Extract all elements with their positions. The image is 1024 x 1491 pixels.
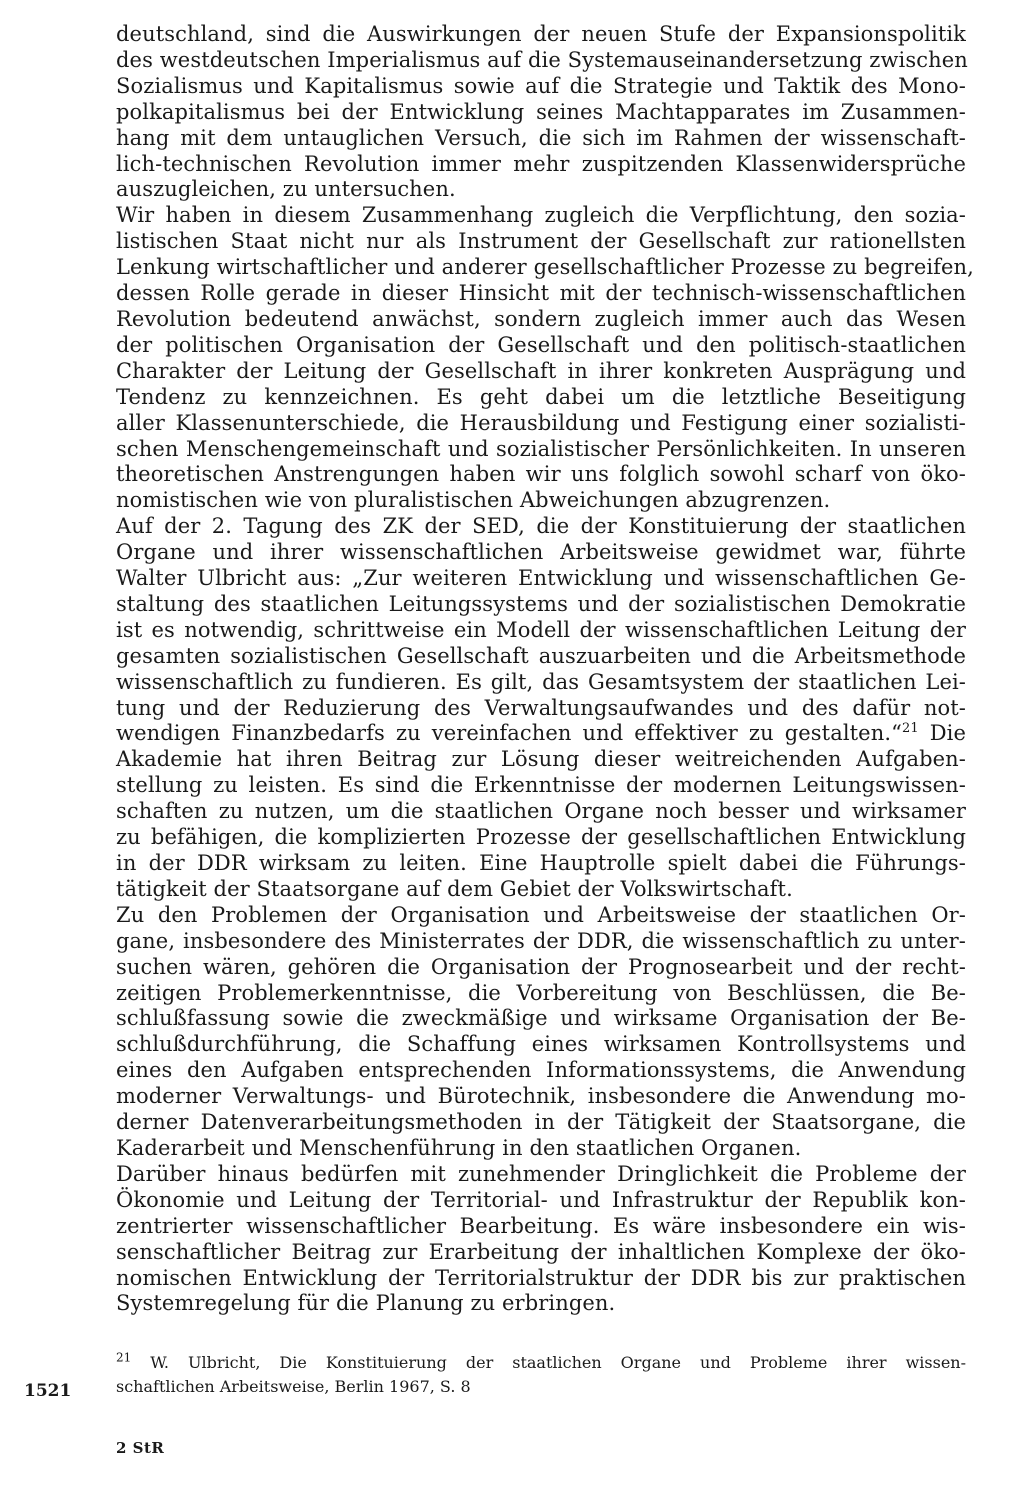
text-line: schaften zu nutzen, um die staatlichen Organe noch besser und wirksamer bbox=[116, 799, 966, 824]
text-line: schlußdurchführung, die Schaffung eines wirksamen Kontrollsystems und bbox=[116, 1032, 966, 1057]
text-line: Auf der 2. Tagung des ZK der SED, die der Konstituierung der staatlichen bbox=[116, 514, 966, 539]
text-line: zeitigen Problemerkenntnisse, die Vorbereitung von Beschlüssen, die Be- bbox=[116, 980, 966, 1005]
text-line: Charakter der Leitung der Gesellschaft in ihrer konkreten Ausprägung und bbox=[116, 358, 966, 383]
text-line: in der DDR wirksam zu leiten. Eine Hauptrolle spielt dabei die Führungs- bbox=[116, 851, 966, 875]
text-line: suchen wären, gehören die Organisation der Prognosearbeit und der recht- bbox=[116, 954, 966, 979]
text-line: derner Datenverarbeitungsmethoden in der Tätigkeit der Staatsorgane, die bbox=[116, 1110, 966, 1135]
text-line bbox=[116, 721, 966, 747]
text-line: gesamten sozialistischen Gesellschaft auszuarbeiten und die Arbeitsmethode bbox=[116, 643, 966, 668]
footnote-line-1 bbox=[116, 1351, 966, 1375]
text-line: wissenschaftlich zu fundieren. Es gilt, das Gesamtsystem der staatlichen Lei- bbox=[116, 669, 966, 694]
text-line: listischen Staat nicht nur als Instrument der Gesellschaft zur rationellsten bbox=[116, 229, 966, 254]
text-line: Revolution bedeutend anwächst, sondern zugleich immer auch das Wesen bbox=[116, 306, 966, 331]
text-line: hang mit dem untauglichen Versuch, die sich im Rahmen der wissenschaft- bbox=[116, 125, 966, 150]
text-line: schen Menschengemeinschaft und sozialistischer Persönlichkeiten. In unseren bbox=[116, 436, 966, 461]
text-line: der politischen Organisation der Gesellschaft und den politisch-staatlichen bbox=[116, 332, 966, 357]
text-line: polkapitalismus bei der Entwicklung seines Machtapparates im Zusammen- bbox=[116, 99, 966, 124]
text-line: nomischen Entwicklung der Territorialstruktur der DDR bis zur praktischen bbox=[116, 1265, 966, 1290]
text-line: theoretischen Anstrengungen haben wir uns folglich sowohl scharf von öko- bbox=[116, 462, 966, 487]
text-line: Systemregelung für die Planung zu erbringen. bbox=[116, 1291, 616, 1316]
signature-mark: 2 StR bbox=[116, 1439, 165, 1457]
text-line: des westdeutschen Imperialismus auf die Systemauseinandersetzung zwischen bbox=[116, 47, 968, 72]
text-line: gane, insbesondere des Ministerrates der DDR, die wissenschaftlich zu unter- bbox=[116, 928, 966, 953]
text-line: tung und der Reduzierung des Verwaltungsaufwandes und des dafür not- bbox=[116, 695, 966, 720]
text-line: Tendenz zu kennzeichnen. Es geht dabei um die letztliche Beseitigung bbox=[116, 384, 966, 409]
text-line: senschaftlicher Beitrag zur Erarbeitung der inhaltlichen Komplexe der öko- bbox=[116, 1239, 966, 1264]
text-line: staltung des staatlichen Leitungssystems und der sozialistischen Demokratie bbox=[116, 591, 966, 616]
text-line: Akademie hat ihren Beitrag zur Lösung dieser weitreichenden Aufgaben- bbox=[116, 747, 966, 772]
paragraph bbox=[116, 1162, 966, 1317]
text-line: lich-technischen Revolution immer mehr zuspitzenden Klassenwidersprüche bbox=[116, 151, 966, 176]
text-line: aller Klassenunterschiede, die Herausbildung und Festigung einer sozialisti- bbox=[116, 410, 966, 435]
footnote-number: 21 bbox=[116, 1350, 132, 1365]
text-line-continuation: Die bbox=[918, 721, 966, 746]
text-line: Sozialismus und Kapitalismus sowie auf die Strategie und Taktik des Mono- bbox=[116, 73, 966, 98]
text-line: dessen Rolle gerade in dieser Hinsicht mit der technisch-wissenschaftlichen bbox=[116, 281, 966, 306]
text-line: ist es notwendig, schrittweise ein Modell der wissenschaftlichen Leitung der bbox=[116, 617, 966, 642]
text-line: moderner Verwaltungs- und Bürotechnik, insbesondere die Anwendung mo- bbox=[116, 1084, 966, 1109]
text-line: Ökonomie und Leitung der Territorial- und Infrastruktur der Republik kon- bbox=[116, 1187, 966, 1212]
text-line: Zu den Problemen der Organisation und Arbeitsweise der staatlichen Or- bbox=[116, 902, 966, 927]
text-line: Kaderarbeit und Menschenführung in den staatlichen Organen. bbox=[116, 1135, 802, 1160]
text-line: Organe und ihrer wissenschaftlichen Arbeitsweise gewidmet war, führte bbox=[116, 540, 966, 565]
text-line: auszugleichen, zu untersuchen. bbox=[116, 177, 456, 202]
text-line: Darüber hinaus bedürfen mit zunehmender Dringlichkeit die Probleme der bbox=[116, 1161, 966, 1186]
text-line: stellung zu leisten. Es sind die Erkenntnisse der modernen Leitungswissen- bbox=[116, 773, 966, 798]
footnote-line-2: schaftlichen Arbeitsweise, Berlin 1967, S. 8 bbox=[116, 1377, 471, 1396]
paragraph bbox=[116, 203, 974, 514]
text-line: schlußfassung sowie die zweckmäßige und wirksame Organisation der Be- bbox=[116, 1006, 966, 1031]
body-text bbox=[116, 22, 974, 1317]
text-line: nomistischen wie von pluralistischen Abweichungen abzugrenzen. bbox=[116, 488, 831, 513]
page-number: 1521 bbox=[24, 1381, 72, 1401]
text-line: zentrierter wissenschaftlicher Bearbeitung. Es wäre insbesondere ein wis- bbox=[116, 1213, 966, 1238]
footnote bbox=[116, 1351, 966, 1399]
paragraph bbox=[116, 514, 966, 903]
paragraph bbox=[116, 903, 966, 1162]
text-line: zu befähigen, die komplizierten Prozesse der gesellschaftlichen Entwicklung bbox=[116, 825, 966, 850]
text-line: Lenkung wirtschaftlicher und anderer gesellschaftlicher Prozesse zu begreifen, bbox=[116, 255, 974, 280]
footnote-reference[interactable]: 21 bbox=[901, 721, 919, 737]
text-line: Walter Ulbricht aus: „Zur weiteren Entwicklung und wissenschaftlichen Ge- bbox=[116, 566, 966, 591]
text-line: tätigkeit der Staatsorgane auf dem Gebiet der Volkswirtschaft. bbox=[116, 876, 793, 901]
footnote-text-1: W. Ulbricht, Die Konstituierung der staatlichen Organe und Probleme ihrer wissen- bbox=[131, 1353, 966, 1372]
text-line: deutschland, sind die Auswirkungen der neuen Stufe der Expansionspolitik bbox=[116, 22, 966, 46]
text-line: eines den Aufgaben entsprechenden Informationssystems, die Anwendung bbox=[116, 1058, 966, 1083]
text-line: Wir haben in diesem Zusammenhang zugleich die Verpflichtung, den sozia- bbox=[116, 203, 966, 228]
text-line-content: wendigen Finanzbedarfs zu vereinfachen und effektiver zu gestalten.“ bbox=[116, 721, 902, 746]
paragraph bbox=[116, 22, 966, 203]
